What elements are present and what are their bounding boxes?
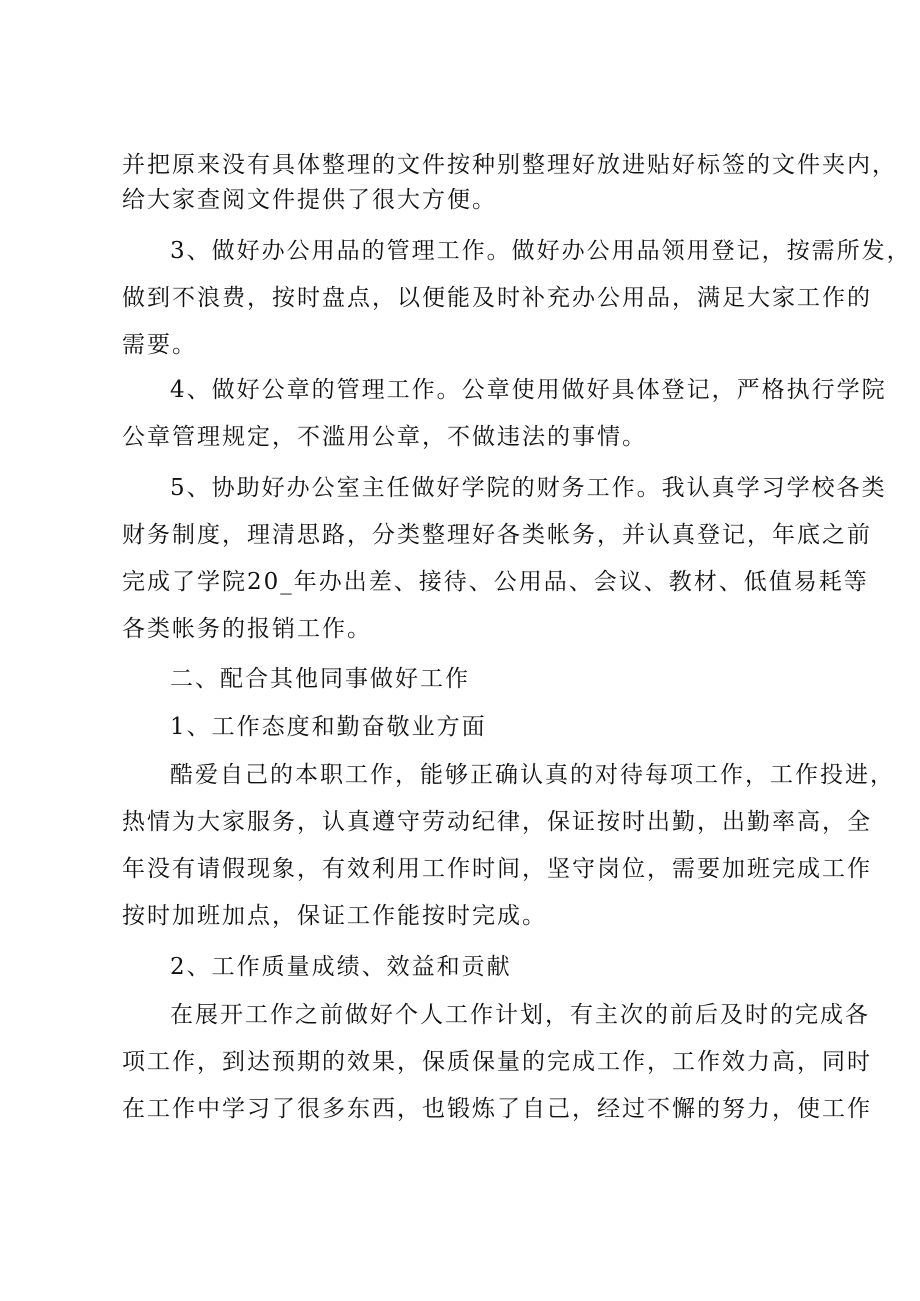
text-line: 在展开工作之前做好个人工作计划，有主次的前后及时的完成各 — [170, 1002, 870, 1028]
text-line: 财务制度，理清思路，分类整理好各类帐务，并认真登记，年底之前 — [122, 522, 872, 548]
text-line: 4、做好公章的管理工作。公章使用做好具体登记，严格执行学院 — [170, 377, 887, 403]
paragraph-office-supplies — [122, 228, 912, 369]
text-line: 3、做好办公用品的管理工作。做好办公用品领用登记，按需所发， — [170, 238, 912, 264]
text-line: 并把原来没有具体整理的文件按种别整理好放进贴好标签的文件夹内， — [122, 152, 897, 178]
section-heading — [122, 656, 828, 703]
text-line: 各类帐务的报销工作。 — [122, 616, 372, 642]
text-line: 二、配合其他同事做好工作 — [170, 666, 470, 692]
text-line: 做到不浪费，按时盘点，以便能及时补充办公用品，满足大家工作的 — [122, 285, 872, 311]
paragraph-seal-management — [122, 367, 887, 461]
text-line: 年没有请假现象，有效利用工作时间，坚守岗位，需要加班完成工作 — [122, 856, 872, 882]
text-line: 按时加班加点，保证工作能按时完成。 — [122, 903, 547, 929]
text-line: 2、工作质量成绩、效益和贡献 — [170, 954, 512, 980]
paragraph-work-quality — [122, 992, 872, 1133]
text-line: 需要。 — [122, 332, 197, 358]
text-line: 公章管理规定，不滥用公章，不做违法的事情。 — [122, 424, 647, 450]
text-line: 项工作，到达预期的效果，保质保量的完成工作，工作效力高，同时 — [122, 1049, 872, 1075]
text-line: 完成了学院20_年办出差、接待、公用品、会议、教材、低值易耗等 — [122, 569, 869, 595]
text-line: 5、协助好办公室主任做好学院的财务工作。我认真学习学校各类 — [170, 475, 887, 501]
text-line: 1、工作态度和勤奋敬业方面 — [170, 714, 487, 740]
text-line: 在工作中学习了很多东西，也锻炼了自己，经过不懈的努力，使工作 — [122, 1096, 872, 1122]
subsection-heading — [122, 944, 828, 991]
paragraph-finance-work — [122, 465, 887, 653]
subsection-heading — [122, 704, 828, 751]
text-line: 酷爱自己的本职工作，能够正确认真的对待每项工作，工作投进， — [170, 762, 895, 788]
text-line: 给大家查阅文件提供了很大方便。 — [122, 187, 497, 213]
text-line: 热情为大家服务，认真遵守劳动纪律，保证按时出勤，出勤率高，全 — [122, 809, 872, 835]
paragraph-continuation — [122, 148, 897, 218]
paragraph-work-attitude — [122, 752, 895, 940]
